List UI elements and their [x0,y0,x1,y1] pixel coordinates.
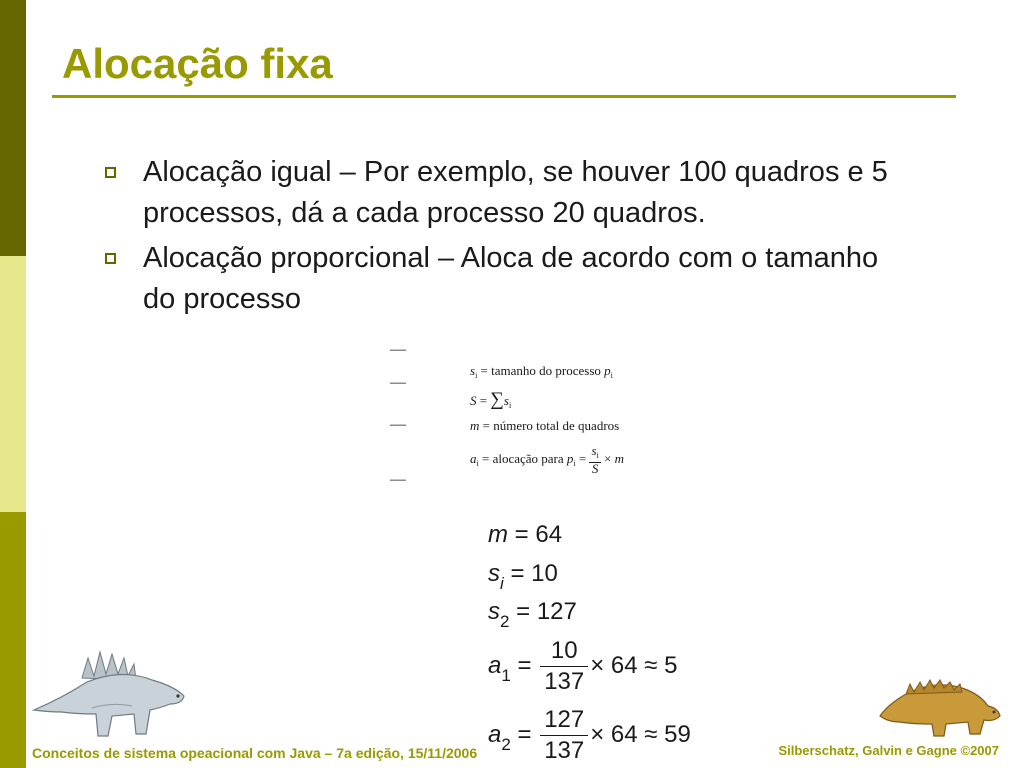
formula-sub: i [610,371,613,380]
dash-marker: — [390,471,406,488]
stegosaurus-icon [32,648,192,748]
hollow-square-bullet-icon [105,167,116,178]
fraction-denominator: 137 [544,737,585,764]
calc-var: a [488,651,502,679]
bullet-list [103,152,903,324]
bullet-text: Alocação proporcional – Aloca de acordo com o tamanho do processo [143,242,879,315]
calc-text: = [510,651,539,679]
bullet-item [103,238,903,320]
calc-fraction [540,705,588,766]
formula-var: a [470,450,477,466]
calc-sub: 2 [500,612,510,631]
formula-text: × [600,450,615,466]
formula-sub: i [475,371,478,380]
fraction-numerator: 10 [540,636,588,667]
fraction-denominator: S [591,461,599,476]
dash-marker: — [390,416,406,433]
formula-process-size [470,363,613,380]
formula-text: = [575,450,590,466]
calc-sub: 2 [501,734,511,754]
formula-fraction [589,445,600,475]
calc-sub: i [500,574,504,593]
calc-m [488,521,562,549]
formula-var: S [470,393,477,408]
calc-s2 [488,598,577,632]
formula-var: p [604,363,611,378]
calc-a1 [488,636,677,697]
formula-allocation [470,445,624,475]
formula-text: = número total de quadros [479,418,620,433]
formula-sub: i [596,451,599,460]
dash-marker: — [390,374,406,391]
formula-total-size [470,389,511,411]
calc-var: m [488,521,508,548]
calc-a2 [488,705,691,766]
formula-total-frames [470,418,619,434]
sidebar-segment-dark [0,0,26,256]
bullet-item [103,152,903,234]
title-divider [52,95,956,98]
dash-marker: — [390,341,406,358]
hollow-square-bullet-icon [105,253,116,264]
formula-var: m [614,450,625,466]
formula-text: = alocação para [478,450,567,466]
sidebar-segment-light [0,256,26,512]
calc-fraction [540,636,588,697]
calc-var: a [488,720,502,748]
formula-var: p [566,450,574,466]
calc-sub: 1 [501,665,511,685]
formula-text: = tamanho do processo [477,363,605,378]
footer-copyright: Silberschatz, Galvin e Gagne ©2007 [778,743,999,758]
left-sidebar-bar [0,0,26,768]
calc-value: × 64 ≈ 5 [590,651,678,679]
calc-value: = 64 [508,521,563,548]
sidebar-segment-olive [0,512,26,768]
calc-text: = [510,720,539,748]
calc-var: s [488,598,500,625]
calc-var: s [488,560,500,587]
fraction-denominator: 137 [544,668,585,695]
slide-title: Alocação fixa [62,40,333,87]
sum-symbol: ∑ [490,389,504,410]
bullet-text: Alocação igual – Por exemplo, se houver 100 quadros e 5 processos, dá a cada processo 20 quadros. [143,156,888,229]
ankylosaurus-icon [876,672,1002,747]
formula-sub: i [508,401,512,410]
formula-var: s [591,443,597,458]
formula-var: m [470,418,480,433]
formula-var: s [503,393,509,408]
calc-si [488,560,558,594]
formula-text: = [476,393,491,408]
footer-course-title: Conceitos de sistema opeacional com Java – 7a edição, 15/11/2006 [32,745,478,761]
calc-value: × 64 ≈ 59 [590,720,691,748]
calc-value: = 127 [509,598,577,625]
fraction-numerator: 127 [540,705,588,736]
formula-var: s [470,363,476,378]
formula-sub: i [476,458,479,468]
calc-value: = 10 [503,560,558,587]
formula-sub: i [573,458,576,468]
